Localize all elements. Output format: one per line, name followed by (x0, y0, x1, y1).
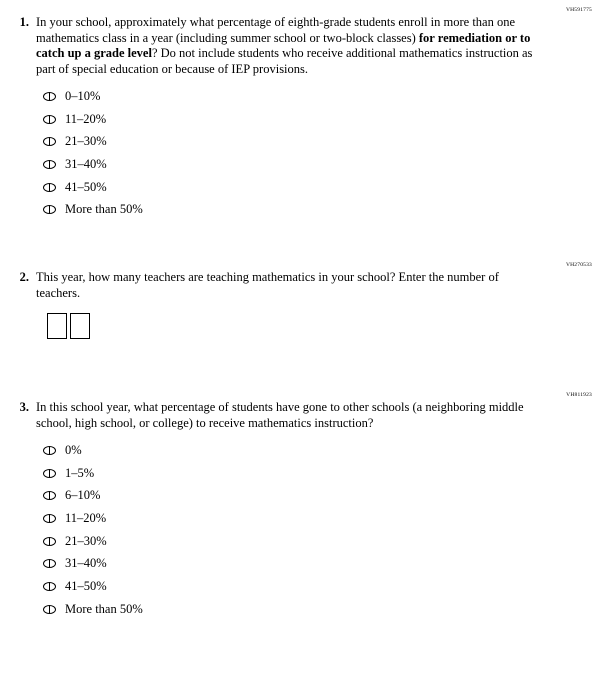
question-text-3: In this school year, what percentage of students have gone to other schools (a neighboring middle school, high school, or college) to receive mathematics instruction? (36, 400, 524, 430)
option-label: 11–20% (65, 111, 107, 126)
radio-bubble-icon[interactable] (43, 582, 56, 591)
section-spacer (14, 221, 594, 261)
radio-bubble-icon[interactable] (43, 115, 56, 124)
option-row[interactable] (43, 153, 594, 176)
option-label: 41–50% (65, 579, 107, 594)
section-spacer (14, 339, 594, 391)
question-number-2: 2. (19, 270, 29, 285)
option-label: 0–10% (65, 88, 101, 103)
question-row-1 (14, 15, 594, 77)
radio-bubble-icon[interactable] (43, 469, 56, 478)
question-text-1-bold: for remediation or to catch up a grade level (36, 30, 531, 60)
number-entry-group[interactable] (14, 313, 594, 339)
question-text-2: This year, how many teachers are teaching mathematics in your school? Enter the number of teachers. (36, 270, 499, 300)
option-label: 31–40% (65, 156, 107, 171)
radio-bubble-icon[interactable] (43, 446, 56, 455)
option-row[interactable] (43, 575, 594, 598)
question-row-3 (14, 400, 594, 431)
option-row[interactable] (43, 485, 594, 508)
option-label: 11–20% (65, 511, 107, 526)
question-text-1-after: ? Do not include students who receive additional mathematics instruction as part of special education or because of IEP provisions. (36, 46, 533, 76)
option-row[interactable] (43, 108, 594, 131)
question-number-3: 3. (19, 400, 29, 415)
option-row[interactable] (43, 553, 594, 576)
option-label: 21–30% (65, 533, 107, 548)
question-code-1: VH591775 (565, 7, 592, 13)
option-label: 1–5% (65, 465, 95, 480)
option-row[interactable] (43, 85, 594, 108)
option-label: More than 50% (65, 202, 143, 217)
number-entry-box-2[interactable] (70, 313, 90, 339)
option-label: 21–30% (65, 134, 107, 149)
question-text-1 (36, 15, 536, 77)
question-row-2 (14, 270, 594, 301)
option-label: 31–40% (65, 556, 107, 571)
radio-bubble-icon[interactable] (43, 491, 56, 500)
question-block-3 (14, 391, 594, 621)
number-entry-box-1[interactable] (47, 313, 67, 339)
question-code-3: VH811923 (566, 392, 592, 399)
question-block-1 (14, 0, 594, 221)
radio-bubble-icon[interactable] (43, 537, 56, 546)
option-label: 41–50% (65, 179, 107, 194)
radio-bubble-icon[interactable] (43, 205, 56, 214)
option-row[interactable] (43, 530, 594, 553)
radio-bubble-icon[interactable] (43, 514, 56, 523)
option-label: More than 50% (65, 601, 143, 616)
question-number-1: 1. (19, 15, 29, 29)
question-text-1-before: In your school, approximately what percentage of eighth-grade students enroll in more than one mathematics class in a year (including summer school or two-block classes) (36, 15, 516, 45)
options-list-3 (14, 439, 594, 621)
radio-bubble-icon[interactable] (43, 137, 56, 146)
radio-bubble-icon[interactable] (43, 92, 56, 101)
option-label: 0% (65, 442, 82, 457)
option-label: 6–10% (65, 488, 101, 503)
option-row[interactable] (43, 198, 594, 221)
options-list-1 (14, 85, 594, 221)
radio-bubble-icon[interactable] (43, 160, 56, 169)
radio-bubble-icon[interactable] (43, 559, 56, 568)
option-row[interactable] (43, 507, 594, 530)
option-row[interactable] (43, 130, 594, 153)
question-code-2: VH270533 (565, 262, 592, 269)
option-row[interactable] (43, 439, 594, 462)
option-row[interactable] (43, 462, 594, 485)
option-row[interactable] (43, 176, 594, 199)
radio-bubble-icon[interactable] (43, 605, 56, 614)
radio-bubble-icon[interactable] (43, 183, 56, 192)
question-block-2 (14, 261, 594, 339)
option-row[interactable] (43, 598, 594, 621)
